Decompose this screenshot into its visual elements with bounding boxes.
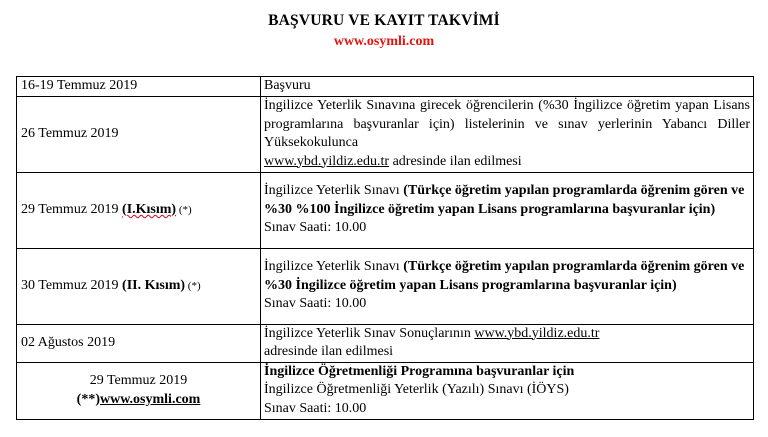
- note-marker: (*): [185, 279, 201, 292]
- header-website[interactable]: www.osymli.com: [333, 34, 435, 49]
- note-marker: (*): [176, 203, 192, 216]
- date-cell: [17, 324, 261, 362]
- date-cell: [17, 248, 261, 324]
- desc-text: İngilizce Yeterlik Sınav Sonuçlarının: [264, 325, 475, 341]
- date-cell: [17, 362, 261, 419]
- date-text: 29 Temmuz 2019: [89, 373, 188, 388]
- table-row: [17, 172, 754, 248]
- osymli-link[interactable]: www.osymli.com: [100, 391, 201, 407]
- date-text: 29 Temmuz 2019: [21, 201, 123, 217]
- table-row: [17, 96, 754, 172]
- date-cell: [17, 77, 261, 97]
- desc-cell: [261, 248, 754, 324]
- desc-cell: [261, 96, 754, 172]
- note-marker: (**): [76, 391, 100, 407]
- desc-cell: [261, 324, 754, 362]
- ybd-link[interactable]: www.ybd.yildiz.edu.tr: [474, 325, 600, 341]
- desc-bold-text: İngilizce Öğretmenliği Programına başvuranlar için: [264, 363, 575, 379]
- date-text: 02 Ağustos 2019: [21, 334, 116, 350]
- part-label: (II. Kısım): [122, 277, 186, 293]
- calendar-table: [16, 76, 754, 420]
- part-label: (I.Kısım): [122, 201, 177, 217]
- desc-text: Başvuru: [264, 78, 311, 93]
- date-cell: [17, 172, 261, 248]
- desc-cell: [261, 77, 754, 97]
- desc-text: İngilizce Yeterlik Sınavı: [264, 183, 404, 199]
- desc-text-tail: adresinde ilan edilmesi: [389, 153, 522, 169]
- desc-text: İngilizce Öğretmenliği Yeterlik (Yazılı) Sınavı (İÖYS): [264, 382, 569, 398]
- date-text: 26 Temmuz 2019: [21, 125, 119, 141]
- table-row: [17, 77, 754, 97]
- date-text: 30 Temmuz 2019: [21, 277, 123, 293]
- page-title: BAŞVURU VE KAYIT TAKVİMİ: [268, 12, 500, 29]
- date-text: 16-19 Temmuz 2019: [21, 78, 138, 93]
- desc-bold-text: (Türkçe öğretim yapılan programlarda öğrenim gören ve %30 İngilizce öğretim yapan Lisans programlarına başvuranlar için): [264, 259, 745, 293]
- exam-time: Sınav Saati: 10.00: [264, 296, 367, 312]
- exam-time: Sınav Saati: 10.00: [264, 220, 367, 236]
- desc-text-tail: adresinde ilan edilmesi: [264, 344, 394, 359]
- date-cell: [17, 96, 261, 172]
- table-row: [17, 362, 754, 419]
- desc-bold-text: (Türkçe öğretim yapılan programlarda öğrenim gören ve %30 %100 İngilizce öğretim yapan Lisans programlarına başvuranlar için): [264, 183, 745, 217]
- desc-cell: [261, 172, 754, 248]
- desc-text: İngilizce Yeterlik Sınavına girecek öğrencilerin (%30 İngilizce öğretim yapan Lisans programlarına başvuranlar için) listelerinin ve sınav yerlerinin Yabancı Diller Yüksekokulunca: [264, 98, 750, 150]
- table-row: [17, 324, 754, 362]
- exam-time: Sınav Saati: 10.00: [264, 400, 367, 416]
- table-row: [17, 248, 754, 324]
- desc-text: İngilizce Yeterlik Sınavı: [264, 259, 404, 275]
- desc-cell: [261, 362, 754, 419]
- ybd-link[interactable]: www.ybd.yildiz.edu.tr: [264, 153, 390, 169]
